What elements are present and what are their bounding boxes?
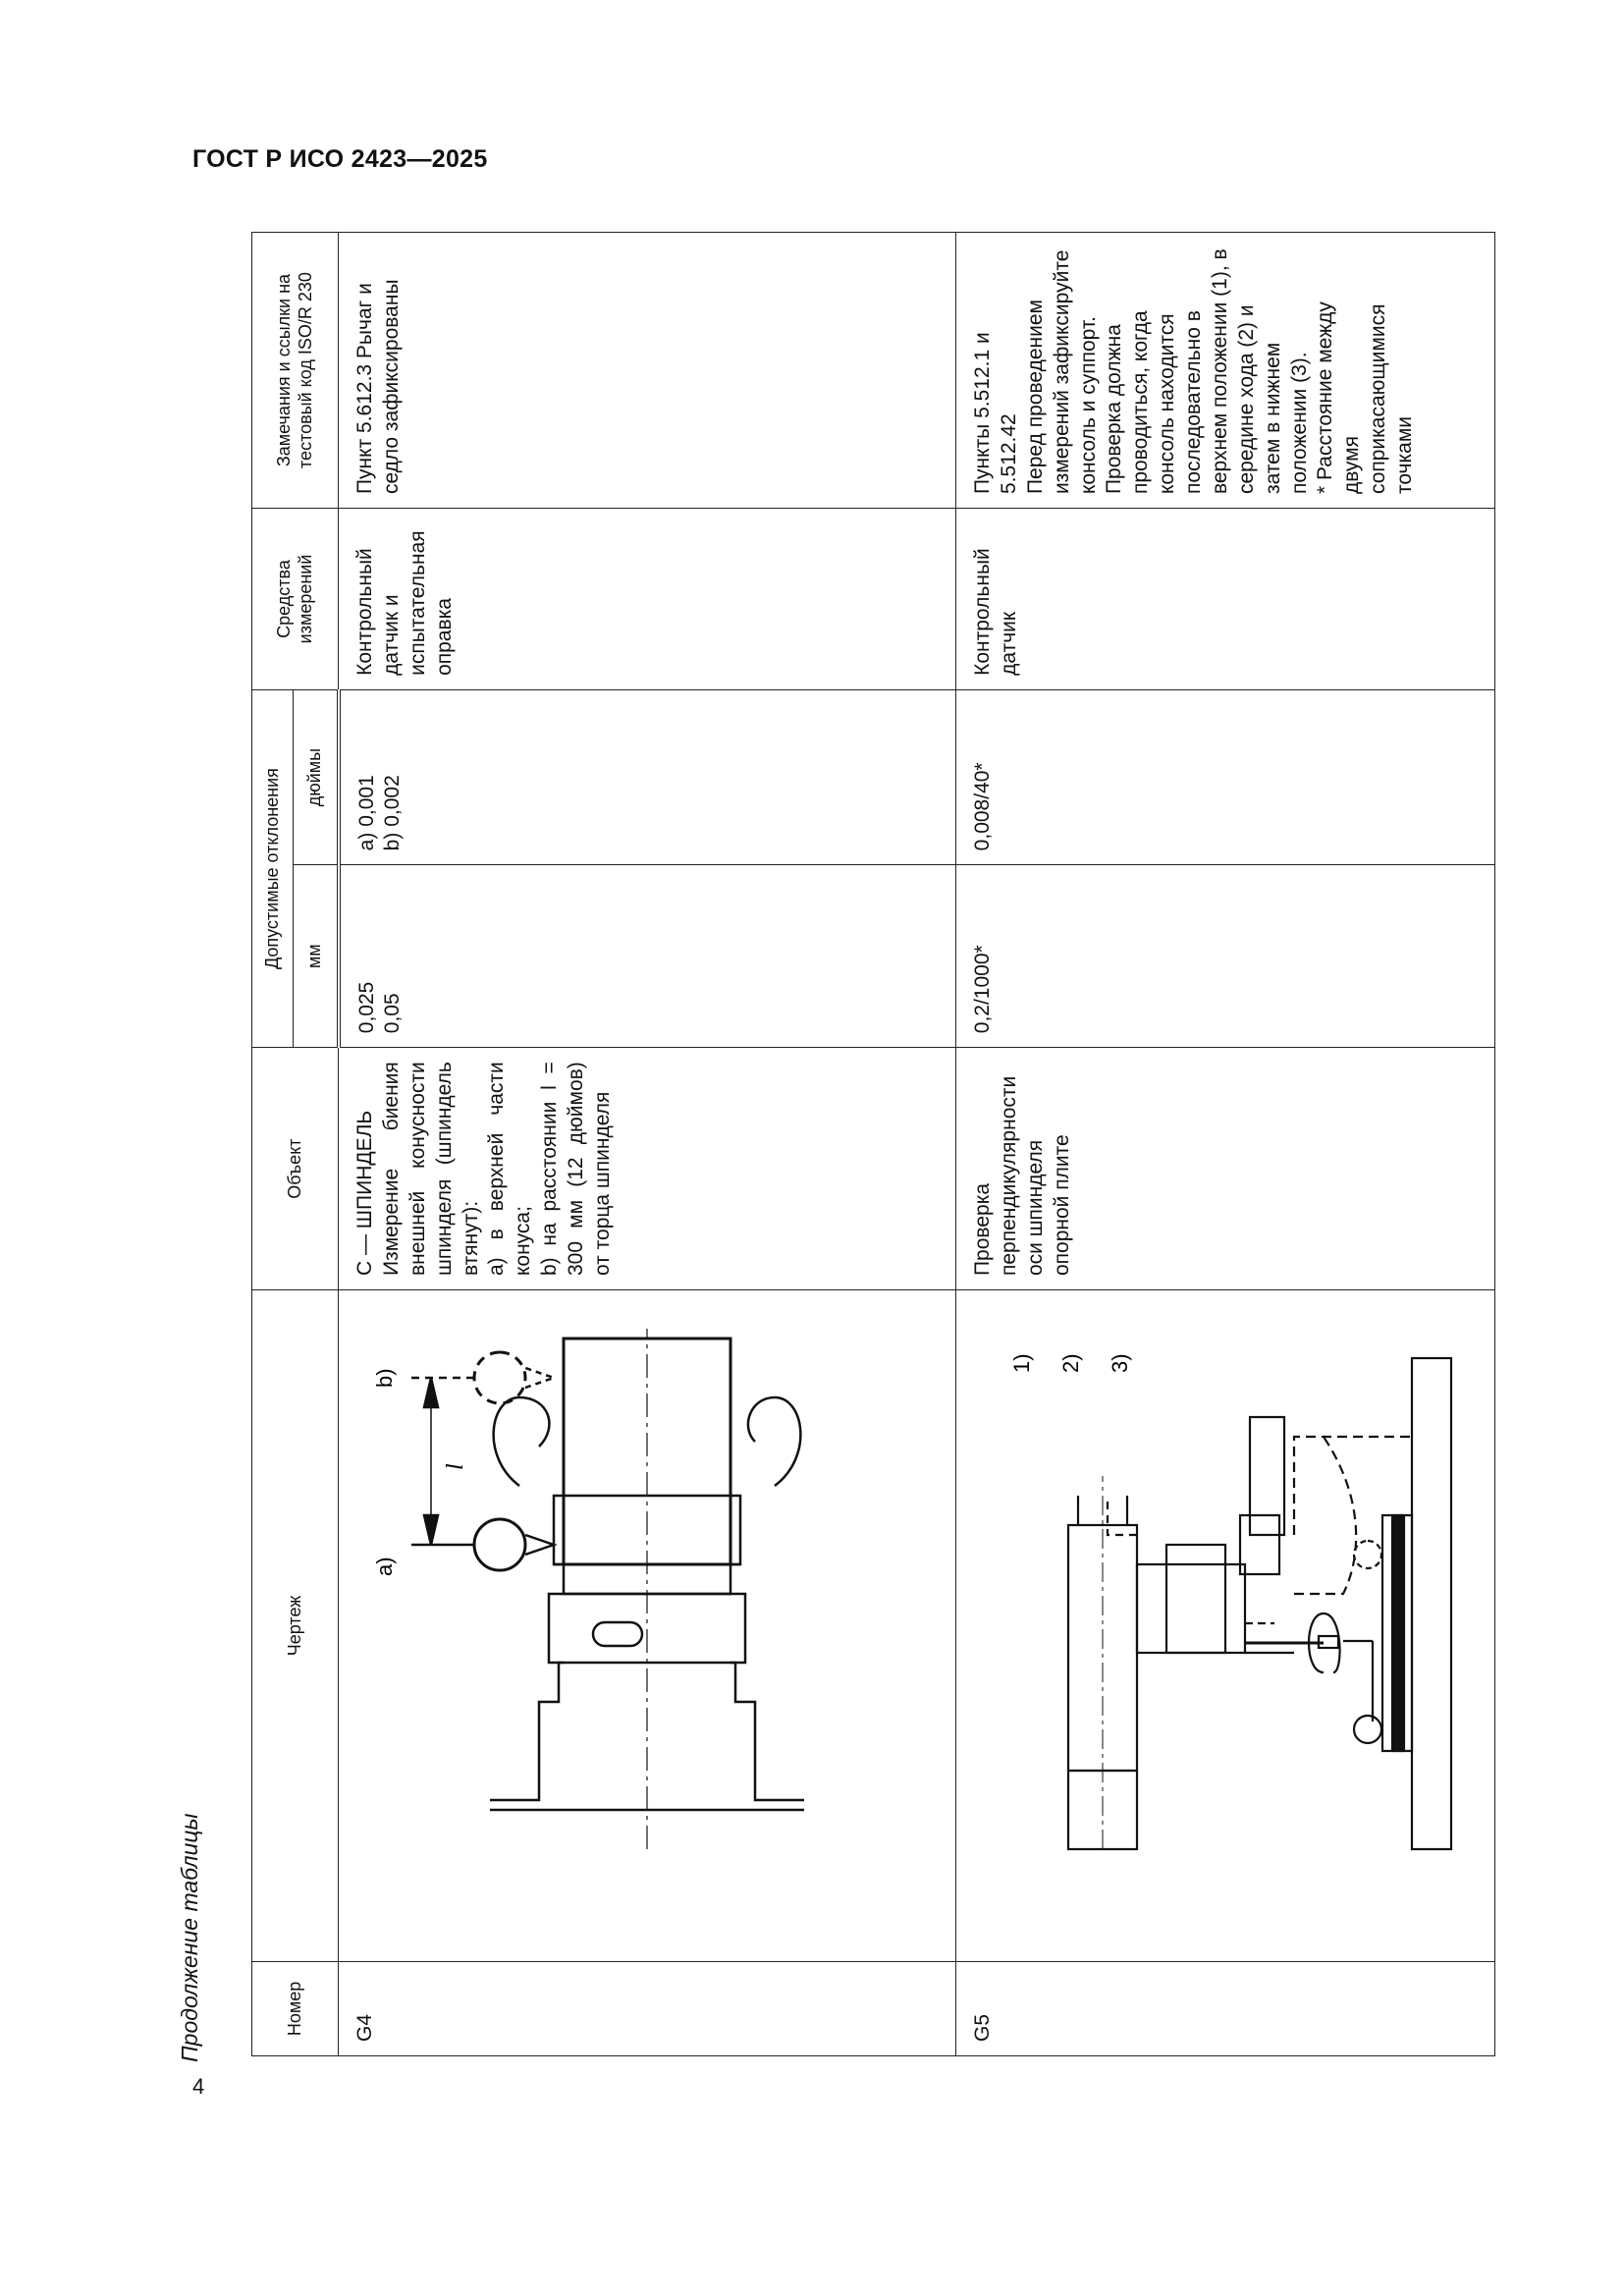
tolerance-inches — [956, 689, 1495, 864]
header-mm: мм — [294, 865, 339, 1048]
object-text: С — ШПИНДЕЛЬ Измерение биения внешней конусности шпинделя (шпиндель втянут): a) в верхней части конуса; b) на расстоянии l = 300 мм (12 дюймов) от торца шпинделя — [353, 1062, 614, 1277]
label-position-1: 1) — [1009, 1353, 1034, 1373]
tolerance-inches — [339, 689, 956, 864]
instruments-text: Контрольный датчик — [971, 548, 1020, 676]
row-number: G4 — [339, 1961, 956, 2055]
remarks-text: Пункт 5.612.3 Рычаг и седло зафиксированы — [353, 279, 403, 495]
header-inches: дюймы — [294, 689, 339, 864]
header-object: Объект — [252, 1048, 339, 1290]
instruments-text: Контрольный датчик и испытательная оправка — [353, 530, 456, 676]
page-number: 4 — [192, 2074, 205, 2099]
row-number: G5 — [956, 1961, 1495, 2055]
tolerance-mm — [339, 865, 956, 1048]
inspection-table-wrapper — [251, 232, 1485, 2056]
label-l: l — [443, 1463, 468, 1470]
instruments-cell — [956, 509, 1495, 690]
instruments-cell — [339, 509, 956, 690]
remarks-cell — [339, 233, 956, 509]
tolerance-mm-value: 0,2/1000* — [971, 945, 994, 1034]
table-row — [339, 233, 956, 2056]
inspection-table — [251, 232, 1495, 2056]
tolerance-inches-value: a) 0,001 b) 0,002 — [354, 775, 405, 851]
tolerance-inches-value: 0,008/40* — [971, 762, 994, 851]
spindle-runout-drawing — [352, 1319, 942, 1947]
table-continuation-caption: Продолжение таблицы — [177, 1813, 202, 2062]
tolerance-mm — [956, 865, 1495, 1048]
object-cell — [956, 1048, 1495, 1290]
label-b: b) — [372, 1368, 397, 1388]
object-text: Проверка перпендикулярности оси шпинделя опорной плите — [971, 1075, 1073, 1277]
document-title: ГОСТ Р ИСО 2423—2025 — [192, 145, 488, 173]
label-position-2: 2) — [1058, 1353, 1083, 1373]
header-number: Номер — [252, 1961, 339, 2055]
label-position-3: 3) — [1108, 1353, 1132, 1373]
tolerance-mm-value: 0,025 0,05 — [354, 981, 405, 1034]
remarks-cell — [956, 233, 1495, 509]
header-instruments: Средства измерений — [252, 509, 339, 690]
drawing-spindle-perpendicularity — [956, 1290, 1495, 1962]
remarks-text: Пункты 5.512.1 и 5.512.42 Перед проведением измерений зафиксируйте консоль и суппорт. Проверка должна проводиться, когда консоль находится последовательно в верхнем положении (1), в середине хода (2) и затем в нижнем положении (3). * Расстояние между двумя соприкасающимися точками — [971, 248, 1416, 495]
object-cell — [339, 1048, 956, 1290]
label-a: a) — [372, 1557, 397, 1576]
table-row — [956, 233, 1495, 2056]
perpendicularity-drawing — [970, 1319, 1481, 1947]
header-remarks: Замечания и ссылки на тестовый код ISO/R 230 — [252, 233, 339, 509]
header-drawing: Чертеж — [252, 1290, 339, 1962]
header-tolerances: Допустимые отклонения — [252, 689, 294, 1047]
drawing-spindle-runout — [339, 1290, 956, 1962]
